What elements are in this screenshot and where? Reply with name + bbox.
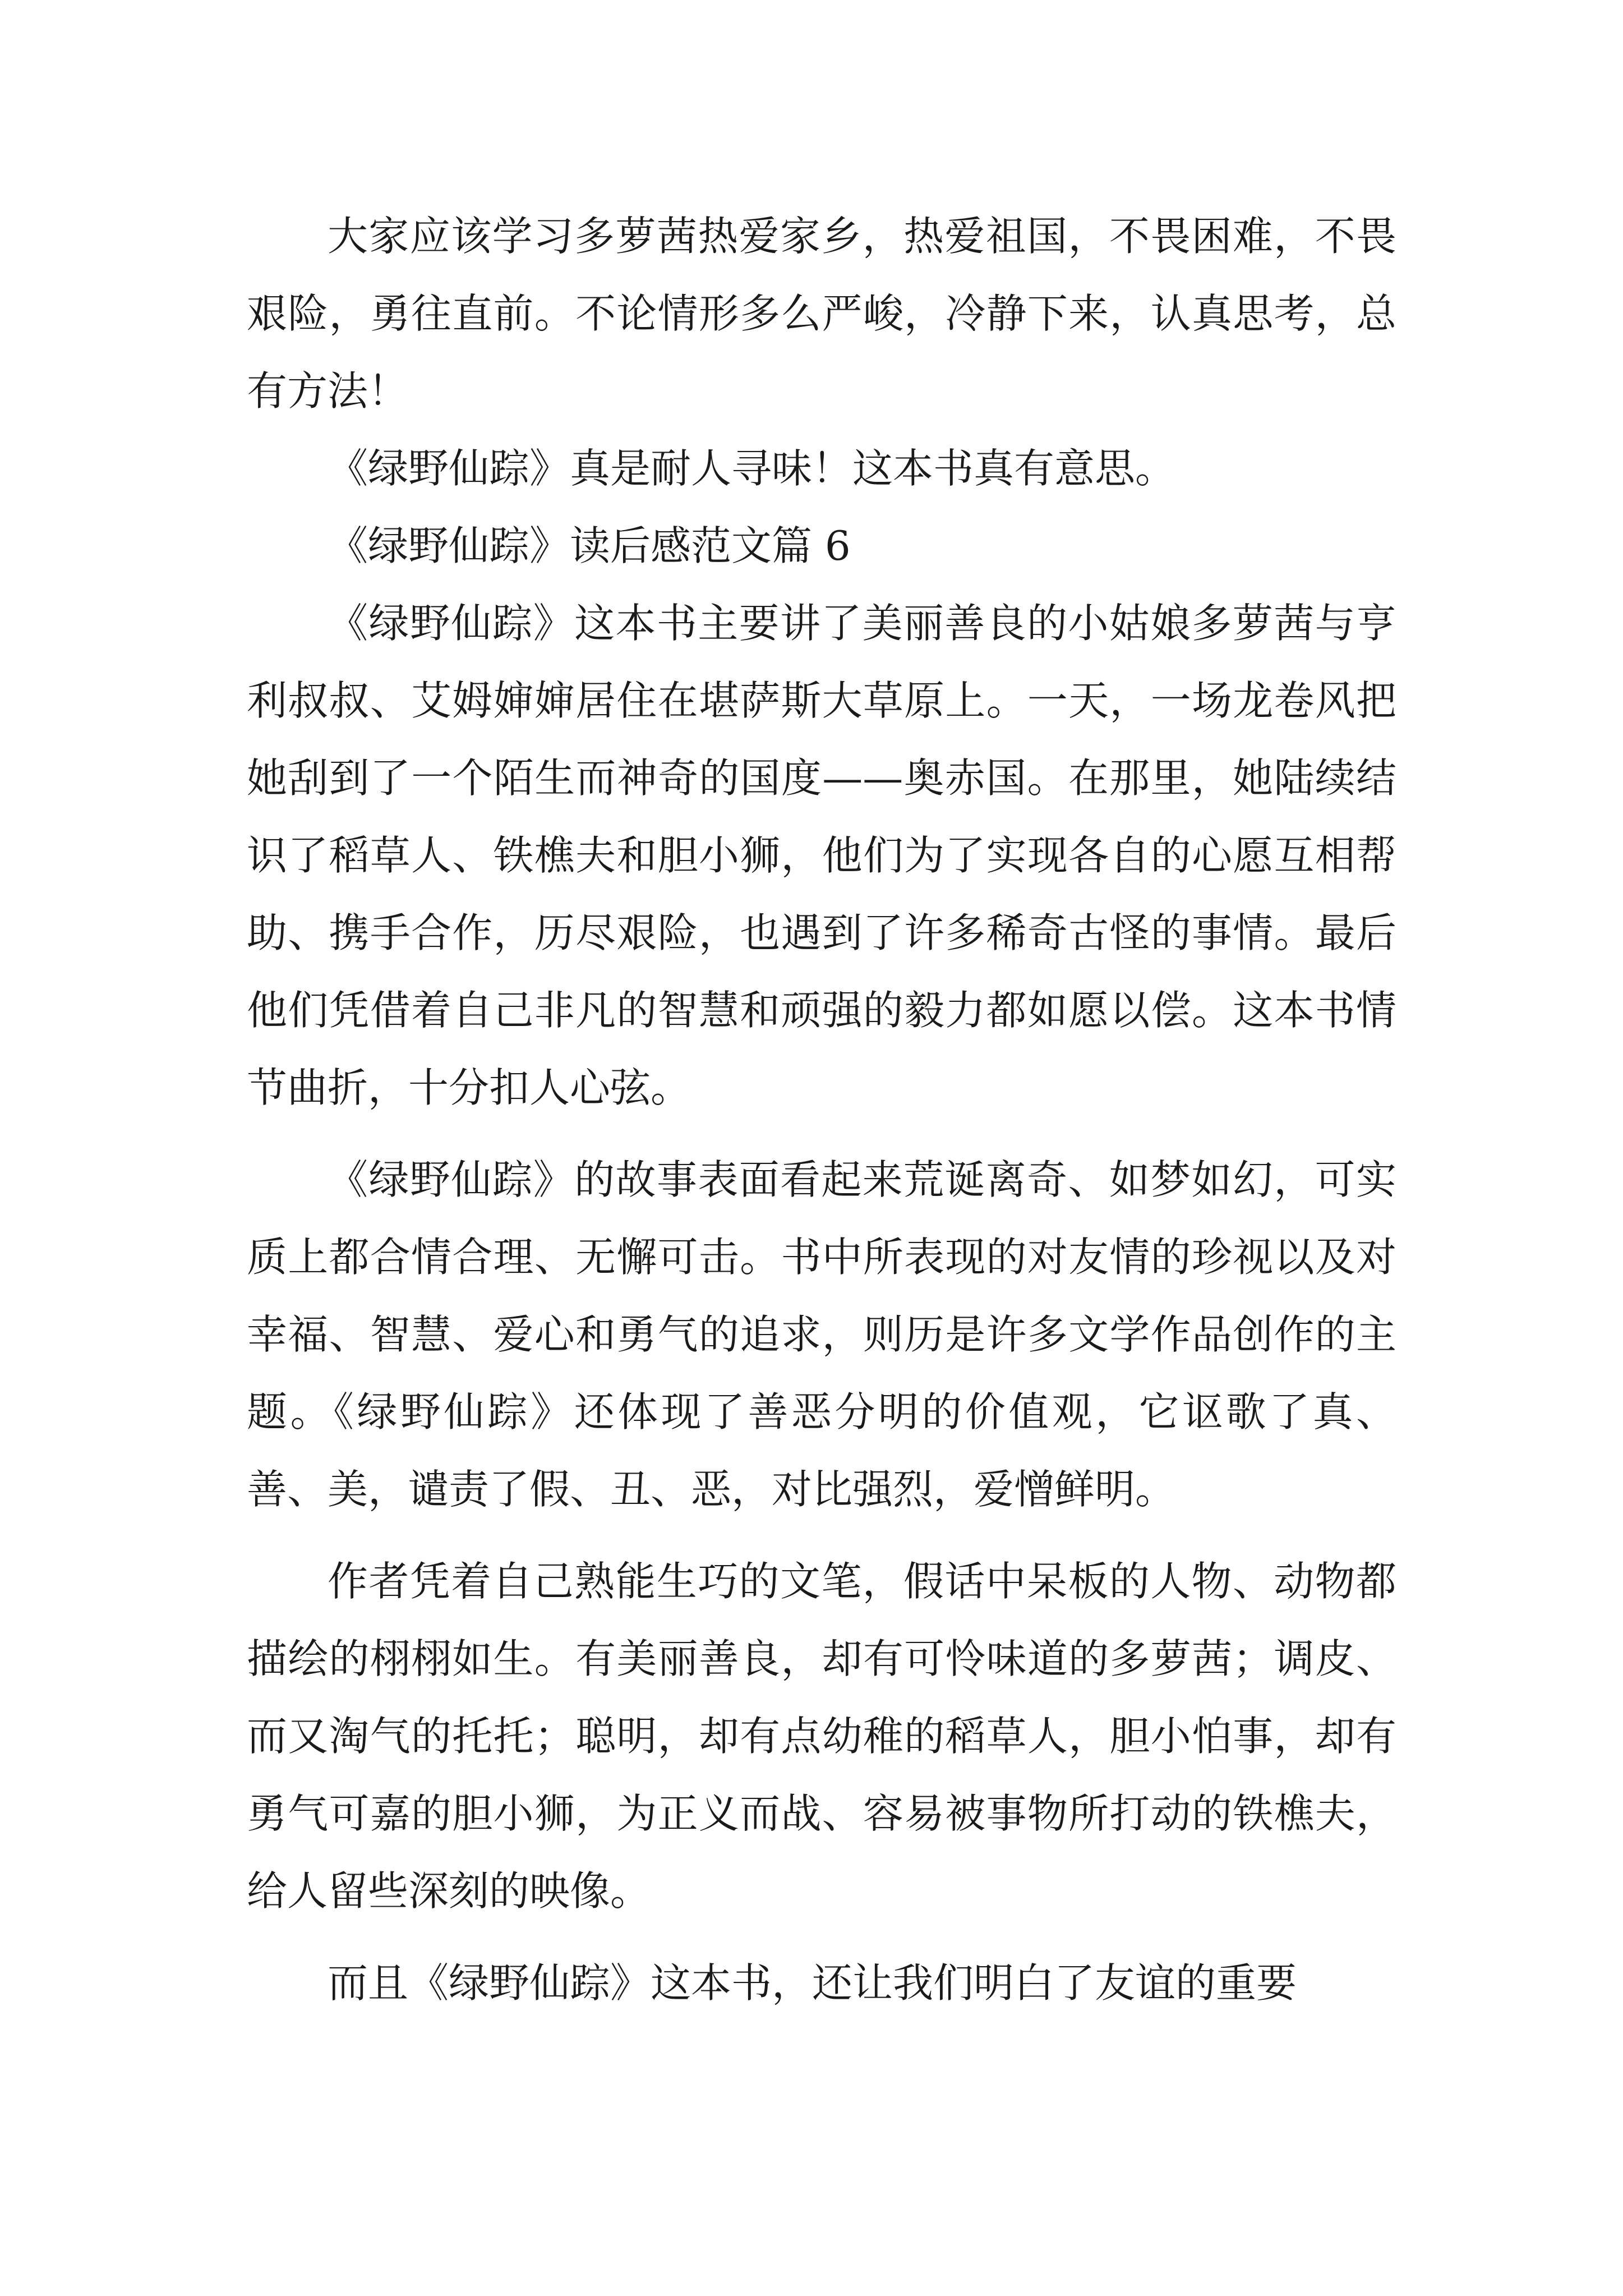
- paragraph: 《绿野仙踪》这本书主要讲了美丽善良的小姑娘多萝茜与亨利叔叔、艾姆婶婶居住在堪萨斯大草原上。一天，一场龙卷风把她刮到了一个陌生而神奇的国度——奥赤国。在那里，她陆续结识了稻草人、铁樵夫和胆小狮，他们为了实现各自的心愿互相帮助、携手合作，历尽艰险，也遇到了许多稀奇古怪的事情。最后他们凭借着自己非凡的智慧和顽强的毅力都如愿以偿。这本书情节曲折，十分扣人心弦。: [247, 600, 1396, 1111]
- paragraph: 《绿野仙踪》的故事表面看起来荒诞离奇、如梦如幻，可实质上都合情合理、无懈可击。书中所表现的对友情的珍视以及对幸福、智慧、爱心和勇气的追求，则历是许多文学作品创作的主题。《绿野仙踪》还体现了善恶分明的价值观，它讴歌了真、善、美，谴责了假、丑、恶，对比强烈，爱憎鲜明。: [247, 1156, 1396, 1513]
- paragraph: 作者凭着自己熟能生巧的文笔，假话中呆板的人物、动物都描绘的栩栩如生。有美丽善良，却有可怜味道的多萝茜；调皮、而又淘气的托托；聪明，却有点幼稚的稻草人，胆小怕事，却有勇气可嘉的胆小狮，为正义而战、容易被事物所打动的铁樵夫，给人留些深刻的映像。: [247, 1558, 1396, 1915]
- paragraph: 大家应该学习多萝茜热爱家乡，热爱祖国，不畏困难，不畏艰险，勇往直前。不论情形多么严峻，冷静下来，认真思考，总有方法！: [247, 213, 1396, 415]
- section-heading: 《绿野仙踪》读后感范文篇 6: [328, 522, 851, 569]
- paragraph: 《绿野仙踪》真是耐人寻味！这本书真有意思。: [328, 445, 1176, 492]
- paragraph: 而且《绿野仙踪》这本书，还让我们明白了友谊的重要: [328, 1959, 1297, 2007]
- body-text: [247, 197, 1396, 2022]
